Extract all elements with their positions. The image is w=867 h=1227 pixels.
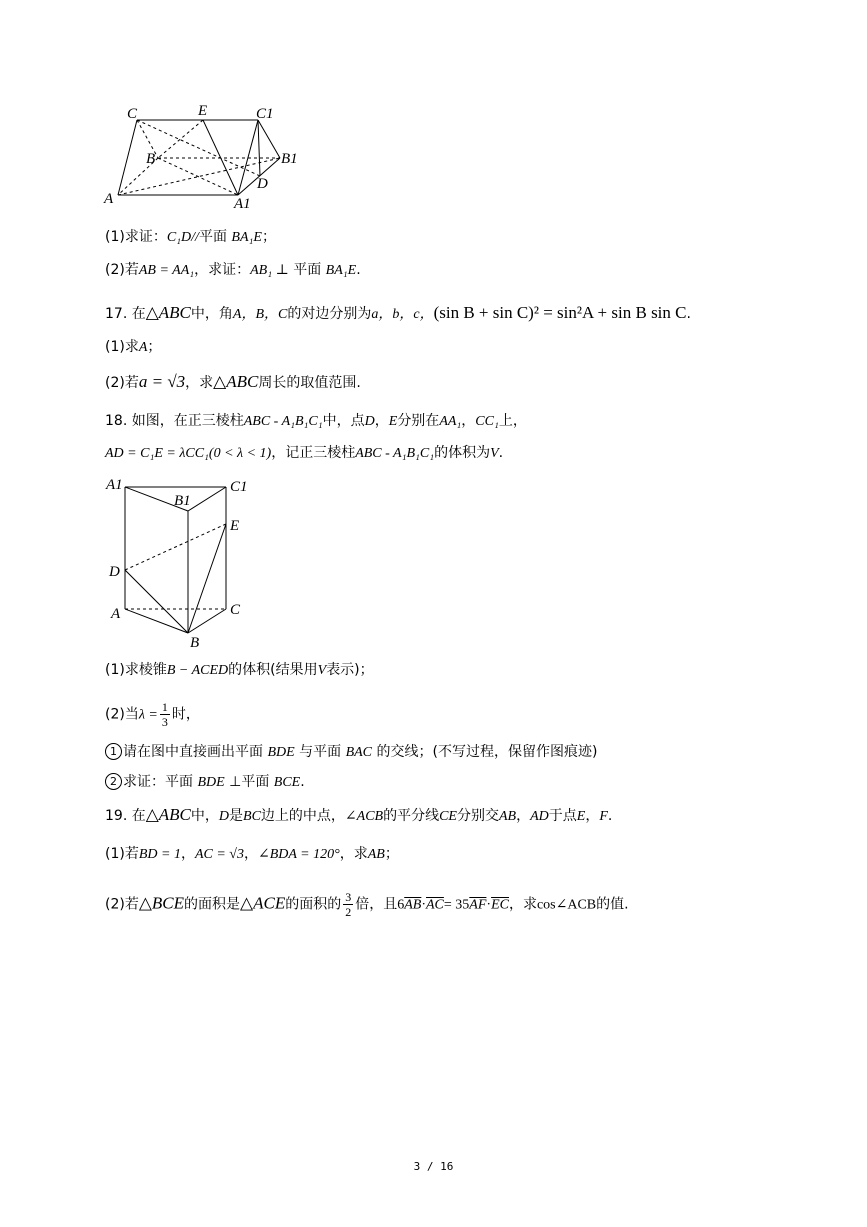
label-c1: C1 [230,479,248,495]
q18-pt-e: E [388,414,398,429]
q17-t1: 中，角 [190,306,233,322]
label-c: C [127,106,138,122]
q18-c2-t1: 求证：平面 [123,774,193,790]
q17-p2-triangle: △ABC [213,372,259,391]
label-e: E [230,518,240,534]
q19-t1: 中， [190,808,219,824]
q19-part1 [105,844,399,865]
q19-p1-m2: AC = √3 [194,847,244,862]
q19-p2-numerator: 3 [345,890,352,904]
q19-p2-label: (2)若 [105,896,139,913]
vector-af: $\overline{AF}$ [469,897,487,913]
q18-seg2: CC₁ [475,414,499,429]
q17-stem [105,303,691,325]
q19-t4: 的平分线 [383,808,440,824]
q16-p2-text2: 平面 [293,262,322,278]
q17-end: . [686,306,691,322]
q18-c1-m1: BDE [267,745,295,760]
q17-triangle: △ABC [145,303,191,322]
q18-p1-end: 表示)； [326,662,374,678]
q16-p1-math2: BA₁E [231,230,262,245]
edge-c-a [118,120,137,195]
q17-p2-math: a = √3 [138,372,186,391]
q17-part2 [105,372,361,393]
q18-p2-fraction [160,700,170,729]
q19-sep: ， [516,808,531,824]
label-c: C [230,602,241,618]
q19-p1-ab: AB [367,847,385,862]
label-a: A [111,606,121,622]
q17-p2-label: (2)若 [105,375,139,391]
label-a1: A1 [234,196,251,210]
edge-e-b [188,524,226,633]
label-d: D [109,564,120,580]
q17-p2-t2: 周长的取值范围. [258,375,361,391]
label-b: B [146,151,156,167]
q19-p2-tri2: △ACE [240,893,286,913]
q17-part1 [105,337,161,358]
q19-p2-tri1: △BCE [138,893,185,913]
q18-t1: 中，点 [322,413,365,429]
q16-p2-math1: AB = AA₁ [138,263,195,278]
q18-part1 [105,660,374,681]
q18-sep2: ， [461,413,476,429]
q18-c1-m2: BAC [345,745,373,760]
q19-p2-end: 的值. [596,896,629,913]
q18-p2-numerator: 1 [161,700,168,714]
q16-part1 [105,227,276,248]
q17-num: 17. 在 [105,306,146,322]
circled-number-2: 2 [105,773,122,790]
q18-seg1: AA₁ [439,414,462,429]
q19-p2-t1: 的面积是 [184,896,241,913]
q19-p1-m1: BD = 1 [138,847,181,862]
q19-part2 [105,890,629,919]
q18-c2-t2: ⊥平面 [229,774,270,790]
label-a1: A1 [106,477,123,493]
q19-p1-m3: ∠BDA = 120° [257,847,340,862]
q19-e: E [576,809,586,824]
q18-prism2: ABC - A₁B₁C₁ [355,446,435,461]
edge-a-b [125,609,188,633]
q19-p2-cos: cos∠ACB [536,897,597,913]
q17-p1-label: (1)求 [105,339,139,355]
q18-c2-m1: BDE [197,775,225,790]
edge-b1-c1 [188,487,226,511]
q18-t5: 的体积为 [434,445,491,461]
q16-p2-end: . [356,262,361,278]
q17-sides: a，b，c， [371,307,434,322]
q19-t2: 是 [229,808,244,824]
q18-stem-line2 [105,443,503,464]
q17-equation: (sin B + sin C)² = sin²A + sin B sin C [433,303,687,322]
label-e: E [198,103,208,119]
q18-volume: V [490,446,499,461]
q18-c1-t1: 请在图中直接画出平面 [123,744,263,760]
q19-end: . [607,808,613,824]
q19-p2-t2: 的面积的 [285,896,342,913]
q19-d: D [218,809,230,824]
edge-d-e [125,524,226,570]
label-b1: B1 [281,151,298,167]
edge-b-a1 [158,158,238,195]
dot-1: · [421,897,426,913]
edge-c1-d [258,120,260,176]
figure-prism-2 [100,470,260,652]
edge-b-c [188,609,226,633]
q19-p1-t: ，求 [339,846,368,862]
q19-t6: 于点 [548,808,577,824]
q18-c2-m2: BCE [273,775,301,790]
q19-p1-sep1: ， [180,846,195,862]
q19-p2-coef: 6 [397,897,405,913]
q19-p2-t4: ，求 [508,896,537,913]
q18-sub1 [105,742,597,763]
q19-p2-denominator: 2 [345,905,352,919]
q19-angle: ∠ACB [344,809,384,824]
q17-p1-end: ； [147,339,162,355]
circled-number-1: 1 [105,743,122,760]
q18-p2-lambda: λ = [138,707,158,723]
q18-part2 [105,700,200,729]
q18-p1-label: (1)求棱锥 [105,662,167,678]
q18-c2-end: . [300,774,305,790]
q19-num: 19. 在 [105,808,146,824]
label-d: D [257,176,268,192]
vector-ac: $\overline{AC}$ [426,897,444,913]
q17-p2-t1: ，求 [185,375,214,391]
q16-p2-math2: AB₁ ⊥ [250,263,289,278]
q18-end: . [498,445,504,461]
q19-bc: BC [243,809,261,824]
q18-pt-d: D [364,414,375,429]
q16-p1-text: 平面 [198,229,227,245]
q18-sep: ， [374,413,389,429]
q18-p2-denominator: 3 [161,715,168,729]
q18-p2-label: (2)当 [105,706,139,723]
q18-p1-v: V [317,663,327,678]
q18-c1-t2: 与平面 [299,744,342,760]
vector-ab: $\overline{AB}$ [404,897,422,913]
q19-p1-end: ； [384,846,399,862]
q19-t3: 边上的中点， [260,808,345,824]
q19-p1-label: (1)若 [105,846,139,862]
q16-p1-label: (1)求证： [105,229,167,245]
edge-c-d [137,120,260,176]
equals-35: = 35 [443,897,470,913]
dot-2: · [486,897,492,913]
label-c1: C1 [256,106,274,122]
q19-f: F [599,809,608,824]
q19-p2-expression [397,898,509,913]
q16-p2-label: (2)若 [105,262,139,278]
q19-ad: AD [530,809,549,824]
q18-p1-t: 的体积(结果用 [228,662,318,678]
page-number: 3 / 16 [413,1160,454,1173]
edge-d-b [125,570,188,633]
label-b: B [190,635,200,651]
label-b1: B1 [174,493,191,509]
q17-vars: A，B，C [232,307,288,322]
q19-p2-t3: 倍，且 [355,896,398,913]
edge-c1-b1 [258,120,280,158]
q18-t4: ，记正三棱柱 [271,445,356,461]
label-a: A [104,191,114,207]
q18-sub2 [105,772,305,793]
q17-t2: 的对边分别为 [287,306,372,322]
q17-p1-math: A [138,340,148,355]
q18-t2: 分别在 [397,413,440,429]
q19-t5: 分别交 [456,808,499,824]
q16-p2-text: ，求证： [194,262,251,278]
q16-part2 [105,260,361,281]
q18-t3: 上， [498,413,527,429]
q16-p2-math3: BA₁E [325,263,357,278]
q18-num: 18. 如图，在正三棱柱 [105,413,244,429]
q18-p1-math: B − ACED [166,663,229,678]
q18-condition: AD = C₁E = λCC₁(0 < λ < 1) [105,446,272,461]
q19-stem [105,805,612,827]
q18-c1-t3: 的交线；(不写过程，保留作图痕迹) [376,744,598,760]
vector-ec: $\overline{EC}$ [491,897,509,913]
q18-p2-end: 时， [171,706,200,723]
q18-stem-line1 [105,411,527,432]
q19-ab: AB [498,809,517,824]
q19-sep2: ， [585,808,600,824]
q16-p1-end: ； [261,229,276,245]
q19-p1-sep2: ， [243,846,258,862]
edge-e-b [158,120,203,158]
q16-p1-math1: C₁D// [166,230,199,245]
q18-prism: ABC - A₁B₁C₁ [243,414,323,429]
q19-p2-fraction [343,890,353,919]
figure-prism-1 [100,98,310,210]
q19-triangle: △ABC [145,805,191,824]
q19-ce: CE [439,809,457,824]
